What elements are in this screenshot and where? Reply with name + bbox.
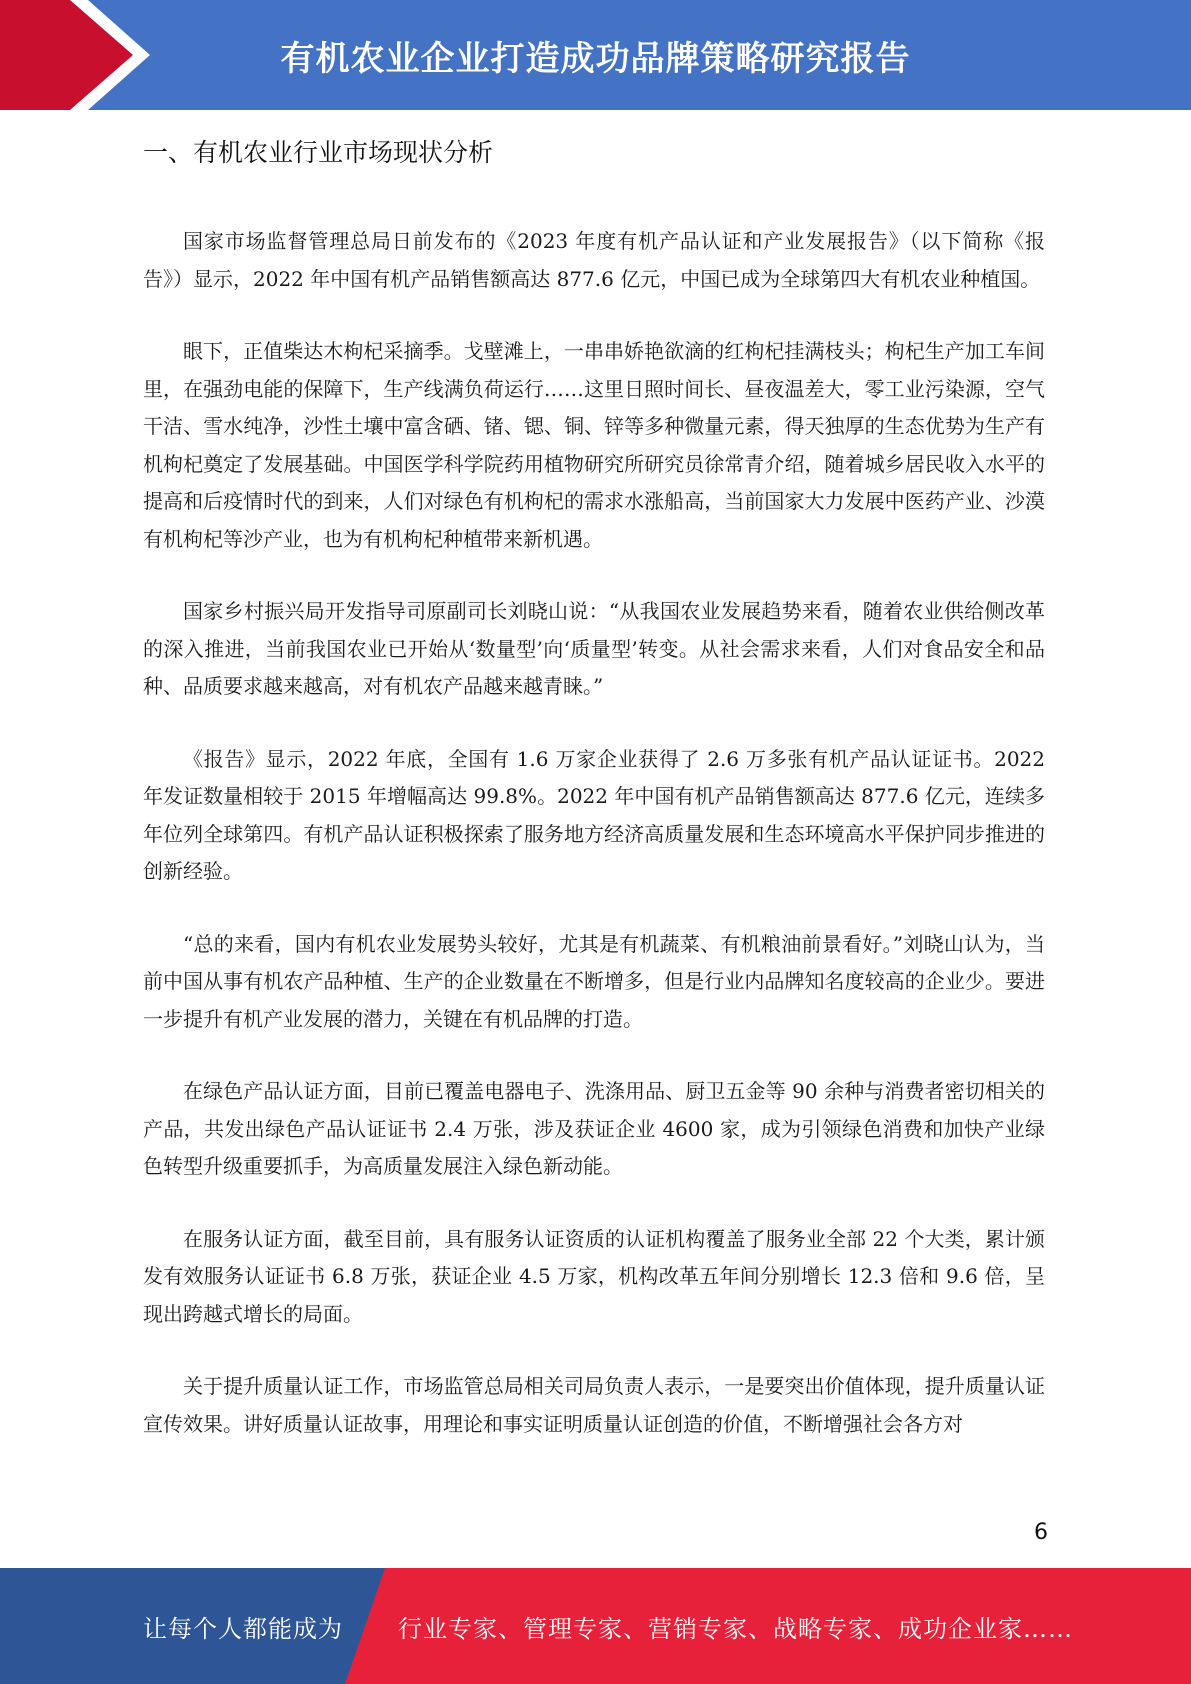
page-number: 6 (1034, 1520, 1048, 1545)
footer-slogan-left: 让每个人都能成为 (143, 1614, 343, 1643)
paragraph: 国家市场监督管理总局日前发布的《2023 年度有机产品认证和产业发展报告》（以下简称《报告》）显示，2022 年中国有机产品销售额高达 877.6 亿元，中国已成为全球第四大有机农业种植国。 (143, 229, 1045, 291)
article-body (143, 223, 1045, 1443)
section-heading: 一、有机农业行业市场现状分析 (143, 138, 494, 167)
paragraph: 《报告》显示，2022 年底，全国有 1.6 万家企业获得了 2.6 万多张有机产品认证证书。2022 年发证数量相较于 2015 年增幅高达 99.8%。2022 年中国有机产品销售额高达 877.6 亿元，连续多年位列全球第四。有机产品认证积极探索了服务地方经济高质量发展和生态环境高水平保护同步推进的创新经验。 (143, 746, 1045, 883)
report-title: 有机农业企业打造成功品牌策略研究报告 (280, 38, 911, 79)
footer-banner (0, 1568, 1191, 1684)
header-banner (0, 0, 1191, 110)
footer-slogan-right: 行业专家、管理专家、营销专家、战略专家、成功企业家…… (398, 1614, 1073, 1643)
chevron-arrow-icon (0, 0, 160, 110)
paragraph: 关于提升质量认证工作，市场监管总局相关司局负责人表示，一是要突出价值体现，提升质量认证宣传效果。讲好质量认证故事，用理论和事实证明质量认证创造的价值，不断增强社会各方对 (143, 1374, 1045, 1436)
paragraph: 眼下，正值柴达木枸杞采摘季。戈壁滩上，一串串娇艳欲滴的红枸杞挂满枝头；枸杞生产加工车间里，在强劲电能的保障下，生产线满负荷运行……这里日照时间长、昼夜温差大，零工业污染源，空气干洁、雪水纯净，沙性土壤中富含硒、锗、锶、铜、锌等多种微量元素，得天独厚的生态优势为生产有机枸杞奠定了发展基础。中国医学科学院药用植物研究所研究员徐常青介绍，随着城乡居民收入水平的提高和后疫情时代的到来，人们对绿色有机枸杞的需求水涨船高，当前国家大力发展中医药产业、沙漠有机枸杞等沙产业，也为有机枸杞种植带来新机遇。 (143, 339, 1045, 551)
paragraph: “总的来看，国内有机农业发展势头较好，尤其是有机蔬菜、有机粮油前景看好。”刘晓山认为，当前中国从事有机农产品种植、生产的企业数量在不断增多，但是行业内品牌知名度较高的企业少。要进一步提升有机产业发展的潜力，关键在有机品牌的打造。 (143, 931, 1045, 1031)
paragraph: 国家乡村振兴局开发指导司原副司长刘晓山说：“从我国农业发展趋势来看，随着农业供给侧改革的深入推进，当前我国农业已开始从‘数量型’向‘质量型’转变。从社会需求来看，人们对食品安全和品种、品质要求越来越高，对有机农产品越来越青睐。” (143, 599, 1045, 698)
paragraph: 在服务认证方面，截至目前，具有服务认证资质的认证机构覆盖了服务业全部 22 个大类，累计颁发有效服务认证证书 6.8 万张，获证企业 4.5 万家，机构改革五年间分别增长 12.3 倍和 9.6 倍，呈现出跨越式增长的局面。 (143, 1226, 1045, 1326)
paragraph: 在绿色产品认证方面，目前已覆盖电器电子、洗涤用品、厨卫五金等 90 余种与消费者密切相关的产品，共发出绿色产品认证证书 2.4 万张，涉及获证企业 4600 家，成为引领绿色消费和加快产业绿色转型升级重要抓手，为高质量发展注入绿色新动能。 (143, 1079, 1045, 1178)
